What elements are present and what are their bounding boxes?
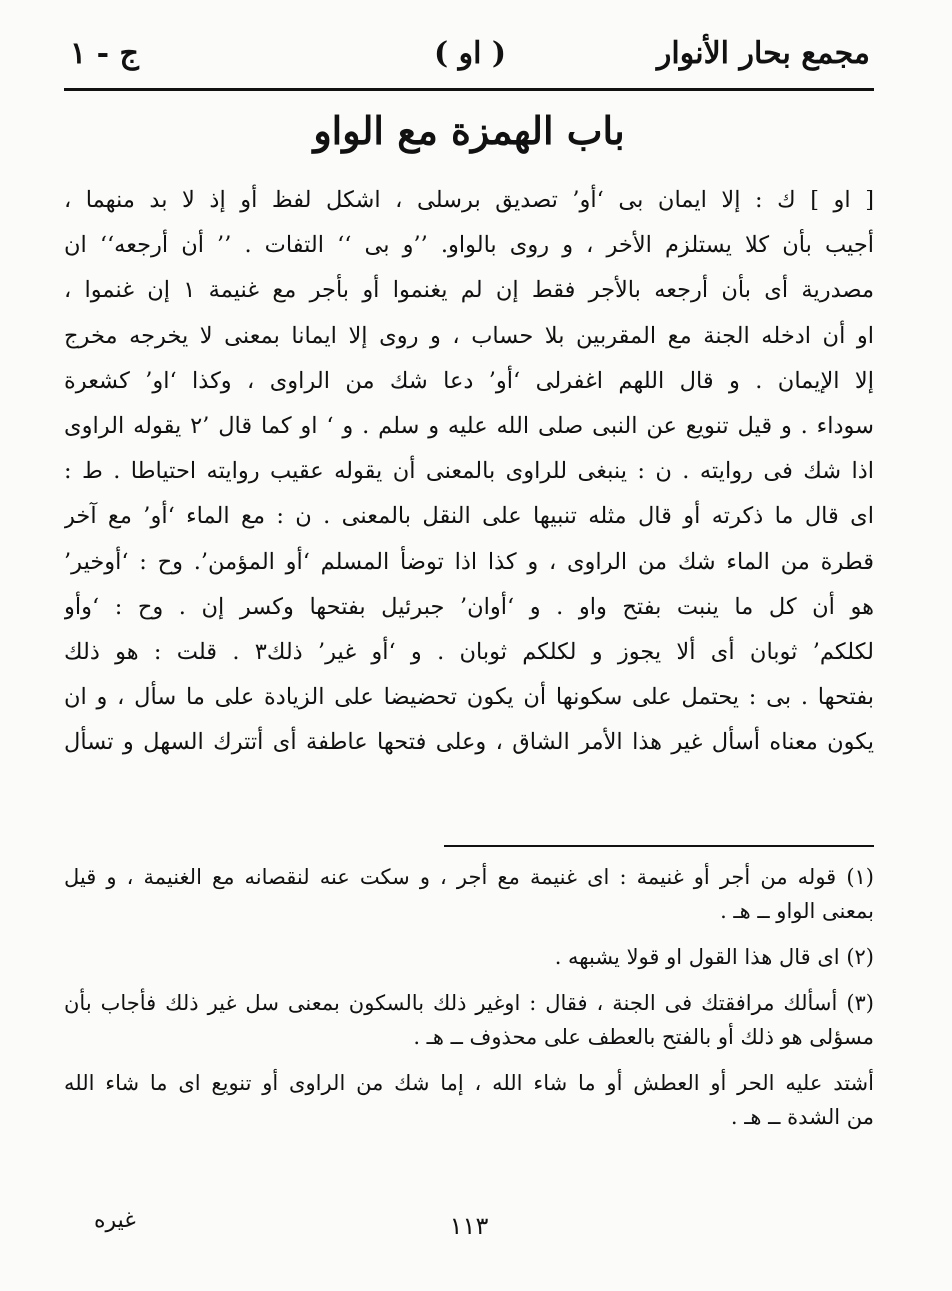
text-line: سوداء . و قيل تنويع عن النبى صلى الله عليه و سلم . و ‘ او كما قال ’٢ يقوله الراوى <box>64 413 874 440</box>
text-line: قطرة من الماء شك من الراوى ، و كذا اذا توضأ المسلم ‘أو المؤمن’. وح : ‘أوخير’ <box>64 548 874 575</box>
footnote-line: أشتد عليه الحر أو العطش أو ما شاء الله ، إما شك من الراوى أو تنويع اى ما شاء الله <box>64 1071 874 1095</box>
main-text <box>64 178 874 766</box>
header-divider <box>64 88 874 91</box>
footnote <box>64 986 874 1054</box>
footnote-line: (٣) أسألك مرافقتك فى الجنة ، فقال : اوغير ذلك بالسكون بمعنى سل غير ذلك فأجاب بأن <box>64 991 874 1015</box>
book-title: مجمع بحار الأنوار <box>656 36 870 71</box>
text-line: مصدرية أى بأن أرجعه بالأجر فقط إن لم يغنموا أو بأجر مع غنيمة ١ إن غنموا ، <box>64 277 874 304</box>
footnote-divider <box>444 845 874 847</box>
footnote-line: (٢) اى قال هذا القول او قولا يشبهه . <box>554 945 874 969</box>
footnote <box>64 1066 874 1134</box>
text-line: بفتحها . بى : يحتمل على سكونها أن يكون تحضيضا على الزيادة على ما سأل ، و ان <box>64 684 874 711</box>
text-line: اذا شك فى روايته . ن : ينبغى للراوى بالمعنى أن يقوله عقيب روايته احتياطا . ط : <box>64 458 874 485</box>
footnote-line: مسؤلى هو ذلك أو بالفتح بالعطف على محذوف ــ هـ . <box>413 1025 874 1049</box>
footnote <box>64 940 874 974</box>
running-header <box>70 30 870 90</box>
footnote-line: (١) قوله من أجر أو غنيمة : اى غنيمة مع أجر ، و سكت عنه لنقصانه مع الغنيمة ، و قيل <box>64 865 874 889</box>
text-line: لكلكم’ ثوبان أى ألا يجوز و لكلكم ثوبان . و ‘أو غير’ ذلك٣ . قلت : هو ذلك <box>64 639 874 666</box>
page-number: ١١٣ <box>449 1212 489 1240</box>
footnote <box>64 860 874 928</box>
footnotes <box>64 860 874 1146</box>
chapter-title: باب الهمزة مع الواو <box>313 108 625 153</box>
volume-label: ج - ١ <box>70 36 139 71</box>
text-line: اى قال ما ذكرته أو قال مثله تنبيها على النقل بالمعنى . ن : مع الماء ‘أو’ مع آخر <box>64 503 874 530</box>
footnote-line: من الشدة ــ هـ . <box>730 1105 874 1129</box>
text-line: إلا الإيمان . و قال اللهم اغفرلى ‘أو’ دعا شك من الراوى ، وكذا ‘او’ كشعرة <box>64 367 874 394</box>
footnote-line: بمعنى الواو ــ هـ . <box>720 899 874 923</box>
text-line: هو أن كل ما ينبت بفتح واو . و ‘أوان’ جبرئيل بفتحها وكسر إن . وح : ‘وأو <box>64 593 874 620</box>
text-line: أجيب بأن كلا يستلزم الأخر ، و روى بالواو. ’’و بى ‘‘ التفات . ’’ أن أرجعه‘‘ ان <box>64 232 874 259</box>
page-footer <box>64 1208 874 1252</box>
text-line: يكون معناه أسأل غير هذا الأمر الشاق ، وعلى فتحها عاطفة أى أتترك السهل و تسأل <box>64 729 874 756</box>
section-label: ( او ) <box>433 36 507 71</box>
text-line: [ او ] ك : إلا ايمان بى ‘أو’ تصديق برسلى ، اشكل لفظ أو إذ لا بد منهما ، <box>64 187 874 213</box>
catchword: غيره <box>94 1208 136 1233</box>
text-line: او أن ادخله الجنة مع المقربين بلا حساب ، و روى إلا ايمانا بمعنى لا يخرجه مخرج <box>64 322 874 349</box>
